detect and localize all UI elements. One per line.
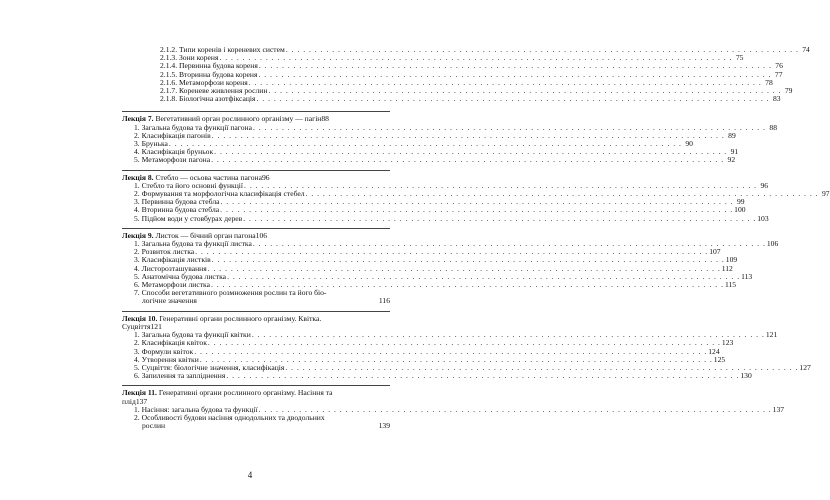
lecture-8-section	[122, 170, 830, 223]
toc-entry: 4. Класифікація бруньок . . . 91	[122, 148, 390, 156]
toc-entry: 3. Класифікація листків . . . 109	[122, 256, 390, 264]
toc-entry: 4. Утворення квітки . . . 125	[122, 356, 390, 364]
toc-entry: 2. Формування та морфологічна класифікація стебел . . . 97	[122, 190, 390, 198]
toc-entry: 2. Розвиток листка . . . 107	[122, 248, 390, 256]
toc-entry: 3. Брунька . . . 90	[122, 140, 390, 148]
toc-entry: 5. Підйом води у стовбурах дерев . . . 103	[122, 215, 390, 223]
lecture-11-section	[122, 385, 785, 431]
toc-entry: 6. Метаморфози листка . . . 115	[122, 281, 390, 289]
lecture-10-section	[122, 311, 811, 381]
toc-entry: 2. Класифікація пагонів . . . 89	[122, 132, 390, 140]
toc-entry: 2.1.2. Типи коренів і кореневих систем . . . 74	[122, 46, 390, 54]
lecture-heading: Лекція 7. Вегетативний орган рослинного організму — пагін 88	[122, 114, 329, 124]
toc-entry: 3. Формули квіток . . . 124	[122, 348, 390, 356]
toc-entry: 3. Первинна будова стебла . . . 99	[122, 198, 390, 206]
lecture-heading-continuation: плід 137	[122, 396, 148, 406]
toc-entry: 1. Загальна будова та функції пагона . . . 88	[122, 124, 390, 132]
toc-entry: 2. Класифікація квіток . . . 123	[122, 339, 390, 347]
toc-entry: 2.1.5. Вторинна будова кореня . . . 77	[122, 71, 390, 79]
toc-entry: 5. Анатомічна будова листка . . . 113	[122, 273, 390, 281]
toc-entry-continuation: логічне значення 116	[142, 296, 390, 306]
toc-entry: 1. Загальна будова та функції листка . . . 106	[122, 240, 390, 248]
toc-entry: 6. Запилення та запліднення . . . 130	[122, 372, 390, 380]
toc-entry: 7. Способи вегетативного розмноження рослин та його біо-	[134, 288, 327, 298]
toc-entry: 1. Насіння: загальна будова та функції . . . 137	[122, 406, 390, 414]
toc-entry: 5. Метаморфози пагона . . . 92	[122, 156, 390, 164]
lecture-heading: Лекція 9. Листок — бічний орган пагона 106	[122, 230, 268, 240]
toc-entry: 4. Вторинна будова стебла . . . 100	[122, 206, 390, 214]
top-entries	[122, 45, 810, 104]
page-number: 4	[247, 470, 253, 480]
toc-entry-continuation: рослин 139	[142, 421, 390, 431]
toc-entry: 1. Загальна будова та функції квітки . . . 121	[122, 331, 390, 339]
lecture-7-section	[122, 111, 777, 165]
toc-entry: 2. Особливості будови насіння однодольних та дводольних	[134, 412, 325, 422]
lecture-heading: Лекція 10. Генеративні органи рослинного організму. Квітка.	[122, 313, 322, 323]
lecture-heading: Лекція 11. Генеративні органи рослинного організму. Насіння та	[122, 388, 333, 398]
lecture-heading-continuation: Суцвіття 121	[122, 321, 162, 331]
lecture-9-section	[122, 228, 779, 306]
lecture-heading: Лекція 8. Стебло — осьова частина пагона 96	[122, 172, 270, 182]
toc-entry: 5. Суцвіття: біологічне значення, класифікація . . . 127	[122, 364, 390, 372]
toc-entry: 2.1.7. Кореневе живлення рослин . . . 79	[122, 87, 390, 95]
table-of-contents	[122, 45, 830, 431]
toc-entry: 4. Листорозташування . . . 112	[122, 265, 390, 273]
toc-entry: 2.1.6. Метаморфози кореня . . . 78	[122, 79, 390, 87]
toc-entry: 2.1.4. Первинна будова кореня . . . 76	[122, 62, 390, 70]
toc-entry: 2.1.3. Зони кореня . . . 75	[122, 54, 390, 62]
toc-entry: 2.1.8. Біологічна азотфіксація . . . 83	[122, 95, 390, 103]
toc-entry: 1. Стебло та його основні функції . . . 96	[122, 182, 390, 190]
